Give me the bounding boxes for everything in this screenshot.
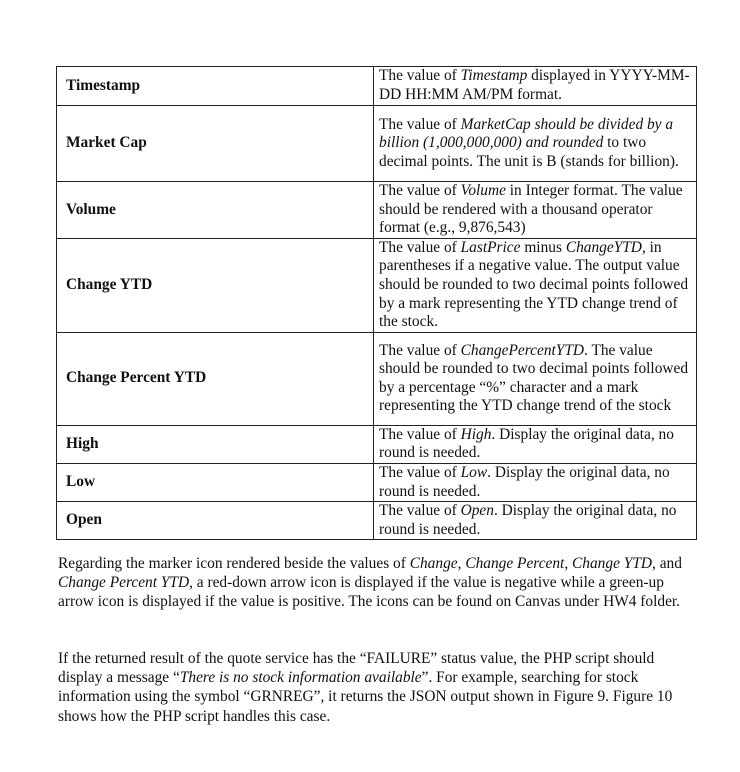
field-name-cell: Change YTD bbox=[57, 238, 374, 332]
table-row bbox=[57, 425, 697, 463]
text-run: to two decimal points. The unit is B (stands for billion). bbox=[379, 134, 679, 170]
text-run: ”. For example, searching for stock information using the symbol “GRNREG”, it returns the JSON output shown in Figure 9. Figure 10 shows how the PHP script handles this case. bbox=[58, 669, 673, 725]
text-run: , and bbox=[652, 555, 682, 572]
table-row bbox=[57, 238, 697, 332]
table-row bbox=[57, 182, 697, 239]
field-description-cell bbox=[374, 182, 697, 239]
field-name-cell: Low bbox=[57, 463, 374, 501]
text-run: . Display the original data, no round is needed. bbox=[379, 425, 674, 462]
field-description-cell bbox=[374, 106, 697, 182]
emphasis-text: ChangeYTD bbox=[565, 238, 642, 256]
emphasis-text: High bbox=[460, 425, 492, 443]
text-run: The value of bbox=[379, 341, 461, 359]
text-run: displayed in YYYY-MM-DD HH:MM AM/PM format. bbox=[379, 67, 690, 103]
field-description-cell bbox=[374, 502, 697, 540]
text-run: The value of bbox=[379, 463, 461, 481]
text-run: , a red-down arrow icon is displayed if the value is negative while a green-up arrow icon is displayed if the value is positive. The icons can be found on Canvas under HW4 folder. bbox=[58, 574, 681, 611]
text-run: The value of bbox=[379, 502, 461, 520]
table-row bbox=[57, 67, 697, 106]
emphasis-text: MarketCap should be divided by a billion (1,000,000,000) and rounded bbox=[379, 115, 674, 152]
field-description-cell bbox=[374, 238, 697, 332]
field-description-cell bbox=[374, 463, 697, 501]
emphasis-text: There is no stock information available bbox=[179, 669, 422, 687]
table-row bbox=[57, 463, 697, 501]
text-run: , bbox=[457, 555, 466, 572]
field-description-cell bbox=[374, 67, 697, 106]
emphasis-text: Change YTD bbox=[572, 555, 652, 572]
text-run: . The value should be rounded to two decimal points followed by a percentage “%” character and a mark representing the YTD change trend of the stock bbox=[379, 341, 689, 415]
emphasis-text: Change Percent YTD bbox=[58, 574, 190, 592]
field-description-cell bbox=[374, 332, 697, 425]
field-description-table bbox=[56, 66, 697, 540]
emphasis-text: Timestamp bbox=[460, 67, 528, 85]
field-name-cell: Market Cap bbox=[57, 106, 374, 182]
emphasis-text: LastPrice bbox=[460, 238, 521, 256]
text-run: . Display the original data, no round is needed. bbox=[379, 502, 677, 538]
field-name-cell: Volume bbox=[57, 182, 374, 239]
marker-icon-paragraph bbox=[58, 554, 690, 612]
emphasis-text: Volume bbox=[460, 182, 506, 199]
text-run: Regarding the marker icon rendered beside the values of bbox=[58, 555, 410, 572]
table-row bbox=[57, 332, 697, 425]
field-name-cell: Timestamp bbox=[57, 67, 374, 106]
text-run: , bbox=[564, 555, 573, 572]
text-run: . Display the original data, no round is needed. bbox=[379, 463, 670, 500]
emphasis-text: Change Percent bbox=[465, 555, 565, 572]
emphasis-text: Low bbox=[460, 463, 488, 481]
text-run: in Integer format. The value should be rendered with a thousand operator format (e.g., 9,876,543) bbox=[379, 182, 683, 237]
table-row bbox=[57, 502, 697, 540]
text-run: minus bbox=[520, 238, 566, 256]
emphasis-text: ChangePercentYTD bbox=[460, 341, 585, 359]
text-run: The value of bbox=[379, 425, 461, 443]
field-name-cell: High bbox=[57, 425, 374, 463]
emphasis-text: Change bbox=[409, 555, 458, 572]
emphasis-text: Open bbox=[460, 502, 494, 520]
text-run: , in parentheses if a negative value. The output value should be rounded to two decimal points followed by a mark representing the YTD change trend of the stock. bbox=[379, 238, 689, 331]
text-run: The value of bbox=[379, 238, 461, 256]
table-row bbox=[57, 106, 697, 182]
field-name-cell: Change Percent YTD bbox=[57, 332, 374, 425]
text-run: If the returned result of the quote service has the “FAILURE” status value, the PHP script should display a message “ bbox=[58, 650, 655, 687]
field-description-cell bbox=[374, 425, 697, 463]
field-name-cell: Open bbox=[57, 502, 374, 540]
text-run: The value of bbox=[379, 67, 461, 85]
failure-status-paragraph bbox=[58, 649, 690, 726]
text-run: The value of bbox=[379, 182, 461, 199]
text-run: The value of bbox=[379, 115, 461, 133]
